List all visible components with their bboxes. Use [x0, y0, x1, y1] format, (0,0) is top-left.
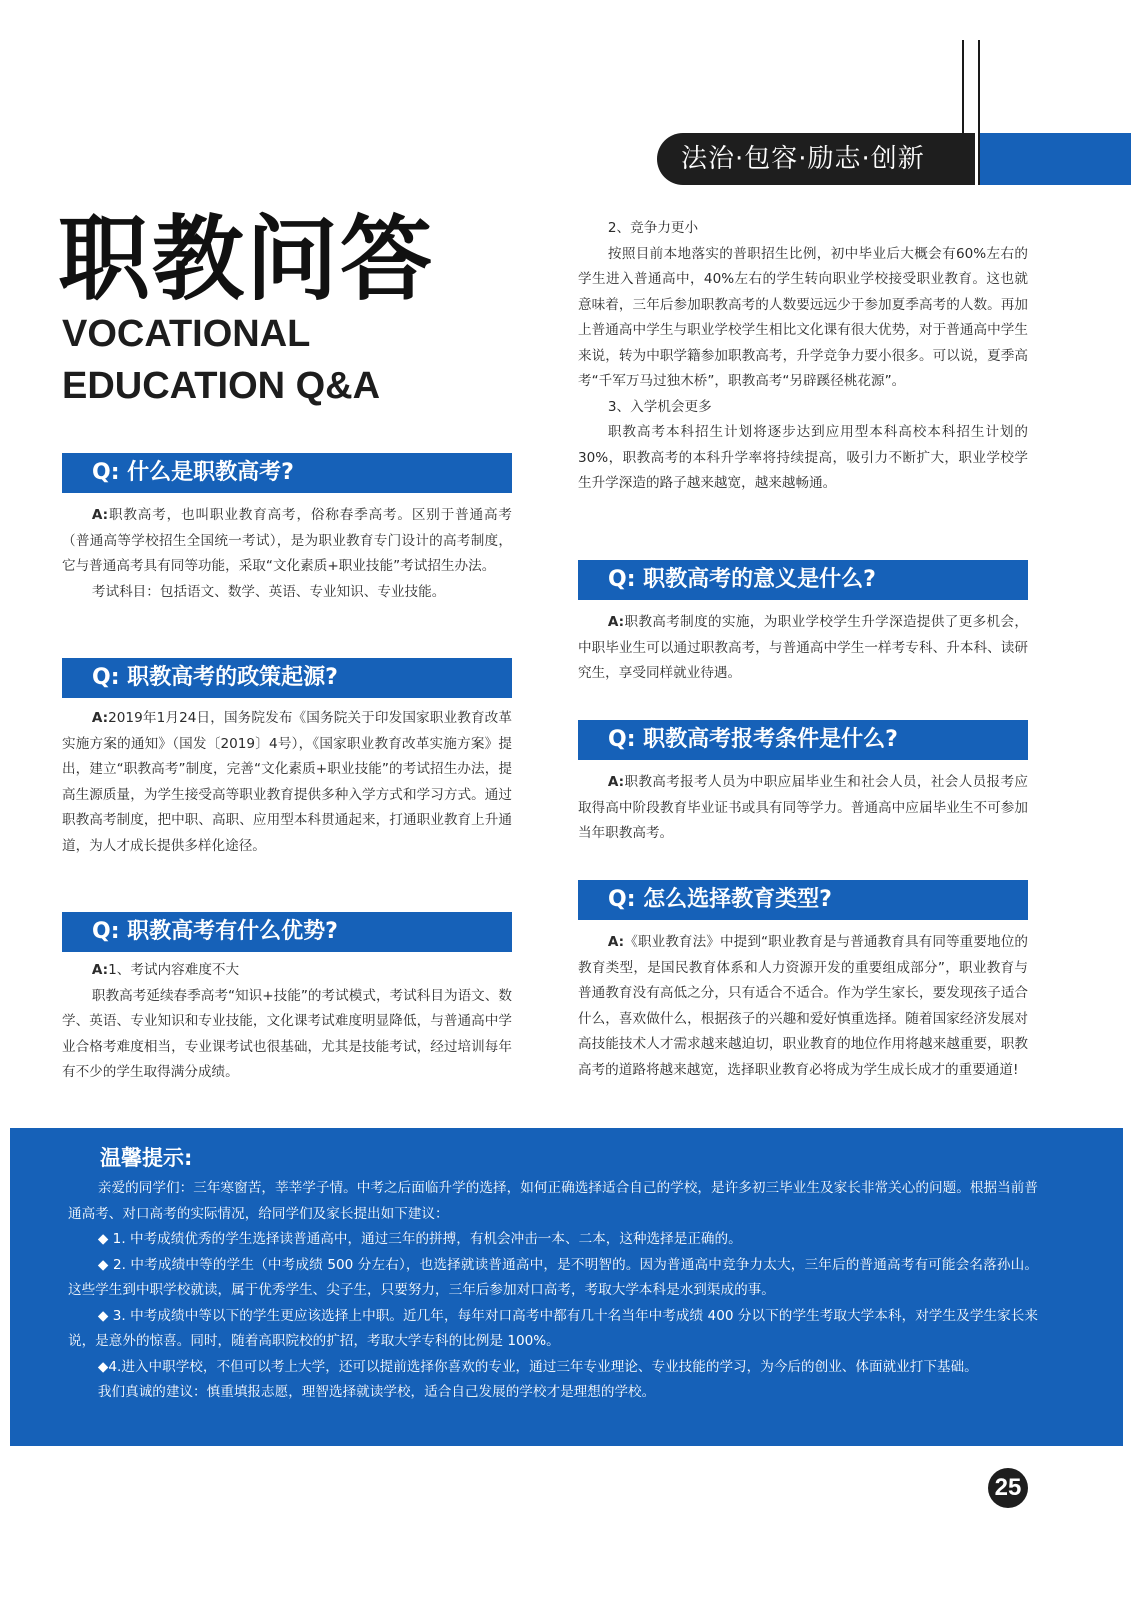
page-subtitle [62, 308, 380, 412]
answer-paragraph: 职教高考本科招生计划将逐步达到应用型本科高校本科招生计划的30%，职教高考的本科升学率将持续提高，吸引力不断扩大，职业学校学生升学深造的路子越来越宽，越来越畅通。 [578, 424, 1028, 491]
answer-paragraph: 职教高考延续春季高考“知识+技能”的考试模式，考试科目为语文、数学、英语、专业知识和专业技能，文化课考试难度明显降低，与普通高中学业合格考难度相当，专业课考试也很基础，尤其是技能考试，经过培训每年有不少的学生取得满分成绩。 [62, 987, 512, 1080]
tips-paragraph: ◆ 1. 中考成绩优秀的学生选择读普通高中，通过三年的拼搏，有机会冲击一本、二本，这种选择是正确的。 [97, 1231, 742, 1247]
answer-text [62, 958, 512, 1086]
page-number: 25 [988, 1468, 1028, 1508]
answer-subheading: 1、考试内容难度不大 [108, 962, 240, 978]
qa-section-3-continued [578, 216, 1028, 497]
answer-paragraph: 考试科目：包括语文、数学、英语、专业知识、专业技能。 [91, 583, 446, 600]
subtitle-line-2: EDUCATION Q&A [62, 365, 381, 407]
answer-paragraph: 2019年1月24日，国务院发布《国务院关于印发国家职业教育改革实施方案的通知》（国发〔2019〕4号），《国家职业教育改革实施方案》提出，建立“职教高考”制度，完善“文化素质+职业技能”的考试招生办法，提高生源质量，为学生接受高等职业教育提供多种入学方式和学习方式。通过职教高考制度，把中职、高职、应用型本科贯通起来，打通职业教育上升通道，为人才成长提供多样化途径。 [62, 710, 512, 854]
tips-paragraph: 我们真诚的建议：慎重填报志愿，理智选择就读学校，适合自己发展的学校才是理想的学校。 [97, 1384, 656, 1400]
question-heading: Q: 怎么选择教育类型? [578, 880, 1028, 920]
answer-subheading: 2、竞争力更小 [607, 220, 699, 236]
answer-text [62, 706, 512, 859]
answer-text [62, 503, 512, 605]
qa-section-3 [62, 912, 512, 1086]
answer-text [578, 610, 1028, 687]
answer-label: A: [607, 614, 625, 630]
question-heading: Q: 什么是职教高考? [62, 453, 512, 493]
question-heading: Q: 职教高考报考条件是什么? [578, 720, 1028, 760]
answer-paragraph: 职教高考制度的实施，为职业学校学生升学深造提供了更多机会，中职毕业生可以通过职教高考，与普通高中学生一样考专科、升本科、读研究生，享受同样就业待遇。 [578, 614, 1028, 681]
question-heading: Q: 职教高考的意义是什么? [578, 560, 1028, 600]
tips-box [10, 1128, 1123, 1446]
question-heading: Q: 职教高考的政策起源? [62, 658, 512, 698]
slogan-text: 法治·包容·励志·创新 [681, 144, 925, 174]
subtitle-line-1: VOCATIONAL [62, 313, 311, 355]
tips-paragraph: ◆ 2. 中考成绩中等的学生（中考成绩 500 分左右），也选择就读普通高中，是不明智的。因为普通高中竞争力太大，三年后的普通高考有可能会名落孙山。这些学生到中职学校就读，属于优秀学生、尖子生，只要努力，三年后参加对口高考，考取大学本科是水到渠成的事。 [68, 1256, 1038, 1298]
answer-label: A: [91, 962, 109, 978]
answer-text [578, 770, 1028, 847]
page-title: 职教问答 [58, 206, 435, 313]
qa-section-4 [578, 560, 1028, 687]
tips-paragraph: 亲爱的同学们：三年寒窗苦，莘莘学子情。中考之后面临升学的选择，如何正确选择适合自己的学校，是许多初三毕业生及家长非常关心的问题。根据当前普通高考、对口高考的实际情况，给同学们及家长提出如下建议： [68, 1180, 1038, 1222]
answer-text [578, 930, 1028, 1083]
slogan-band [657, 133, 975, 185]
tips-title: 温馨提示: [100, 1146, 193, 1170]
answer-paragraph: 职教高考报考人员为中职应届毕业生和社会人员，社会人员报考应取得高中阶段教育毕业证书或具有同等学力。普通高中应届毕业生不可参加当年职教高考。 [578, 774, 1028, 841]
answer-label: A: [91, 710, 109, 726]
tips-body [68, 1176, 1038, 1406]
answer-paragraph: 按照目前本地落实的普职招生比例，初中毕业后大概会有60%左右的学生进入普通高中，40%左右的学生转向职业学校接受职业教育。这也就意味着，三年后参加职教高考的人数要远远少于参加夏季高考的人数。再加上普通高中学生与职业学校学生相比文化课有很大优势，对于普通高中学生来说，转为中职学籍参加职教高考，升学竞争力要小很多。可以说，夏季高考“千军万马过独木桥”，职教高考“另辟蹊径桃花源”。 [578, 245, 1028, 389]
qa-section-6 [578, 880, 1028, 1083]
answer-paragraph: 职教高考，也叫职业教育高考，俗称春季高考。区别于普通高考（普通高等学校招生全国统一考试），是为职业教育专门设计的高考制度，它与普通高考具有同等功能，采取“文化素质+职业技能”考试招生办法。 [62, 507, 512, 574]
answer-label: A: [607, 774, 625, 790]
tips-paragraph: ◆4.进入中职学校，不但可以考上大学，还可以提前选择你喜欢的专业，通过三年专业理论、专业技能的学习，为今后的创业、体面就业打下基础。 [97, 1358, 978, 1375]
qa-section-2 [62, 658, 512, 859]
tips-paragraph: ◆ 3. 中考成绩中等以下的学生更应该选择上中职。近几年，每年对口高考中都有几十名当年中考成绩 400 分以下的学生考取大学本科，对学生及学生家长来说，是意外的惊喜。同时，随着高职院校的扩招，考取大学专科的比例是 100%。 [68, 1307, 1038, 1349]
answer-subheading: 3、入学机会更多 [607, 398, 712, 415]
answer-label: A: [607, 934, 625, 950]
answer-label: A: [91, 507, 109, 523]
qa-section-5 [578, 720, 1028, 847]
question-heading: Q: 职教高考有什么优势? [62, 912, 512, 952]
answer-paragraph: 《职业教育法》中提到“职业教育是与普通教育具有同等重要地位的教育类型，是国民教育体系和人力资源开发的重要组成部分”，职业教育与普通教育没有高低之分，只有适合不适合。作为学生家长，要发现孩子适合什么，喜欢做什么，根据孩子的兴趣和爱好慎重选择。随着国家经济发展对高技能技术人才需求越来越迫切，职业教育的地位作用将越来越重要，职教高考的道路将越来越宽，选择职业教育必将成为学生成长成才的重要通道! [578, 934, 1028, 1078]
qa-section-1 [62, 453, 512, 605]
header-blue-block [980, 133, 1131, 185]
